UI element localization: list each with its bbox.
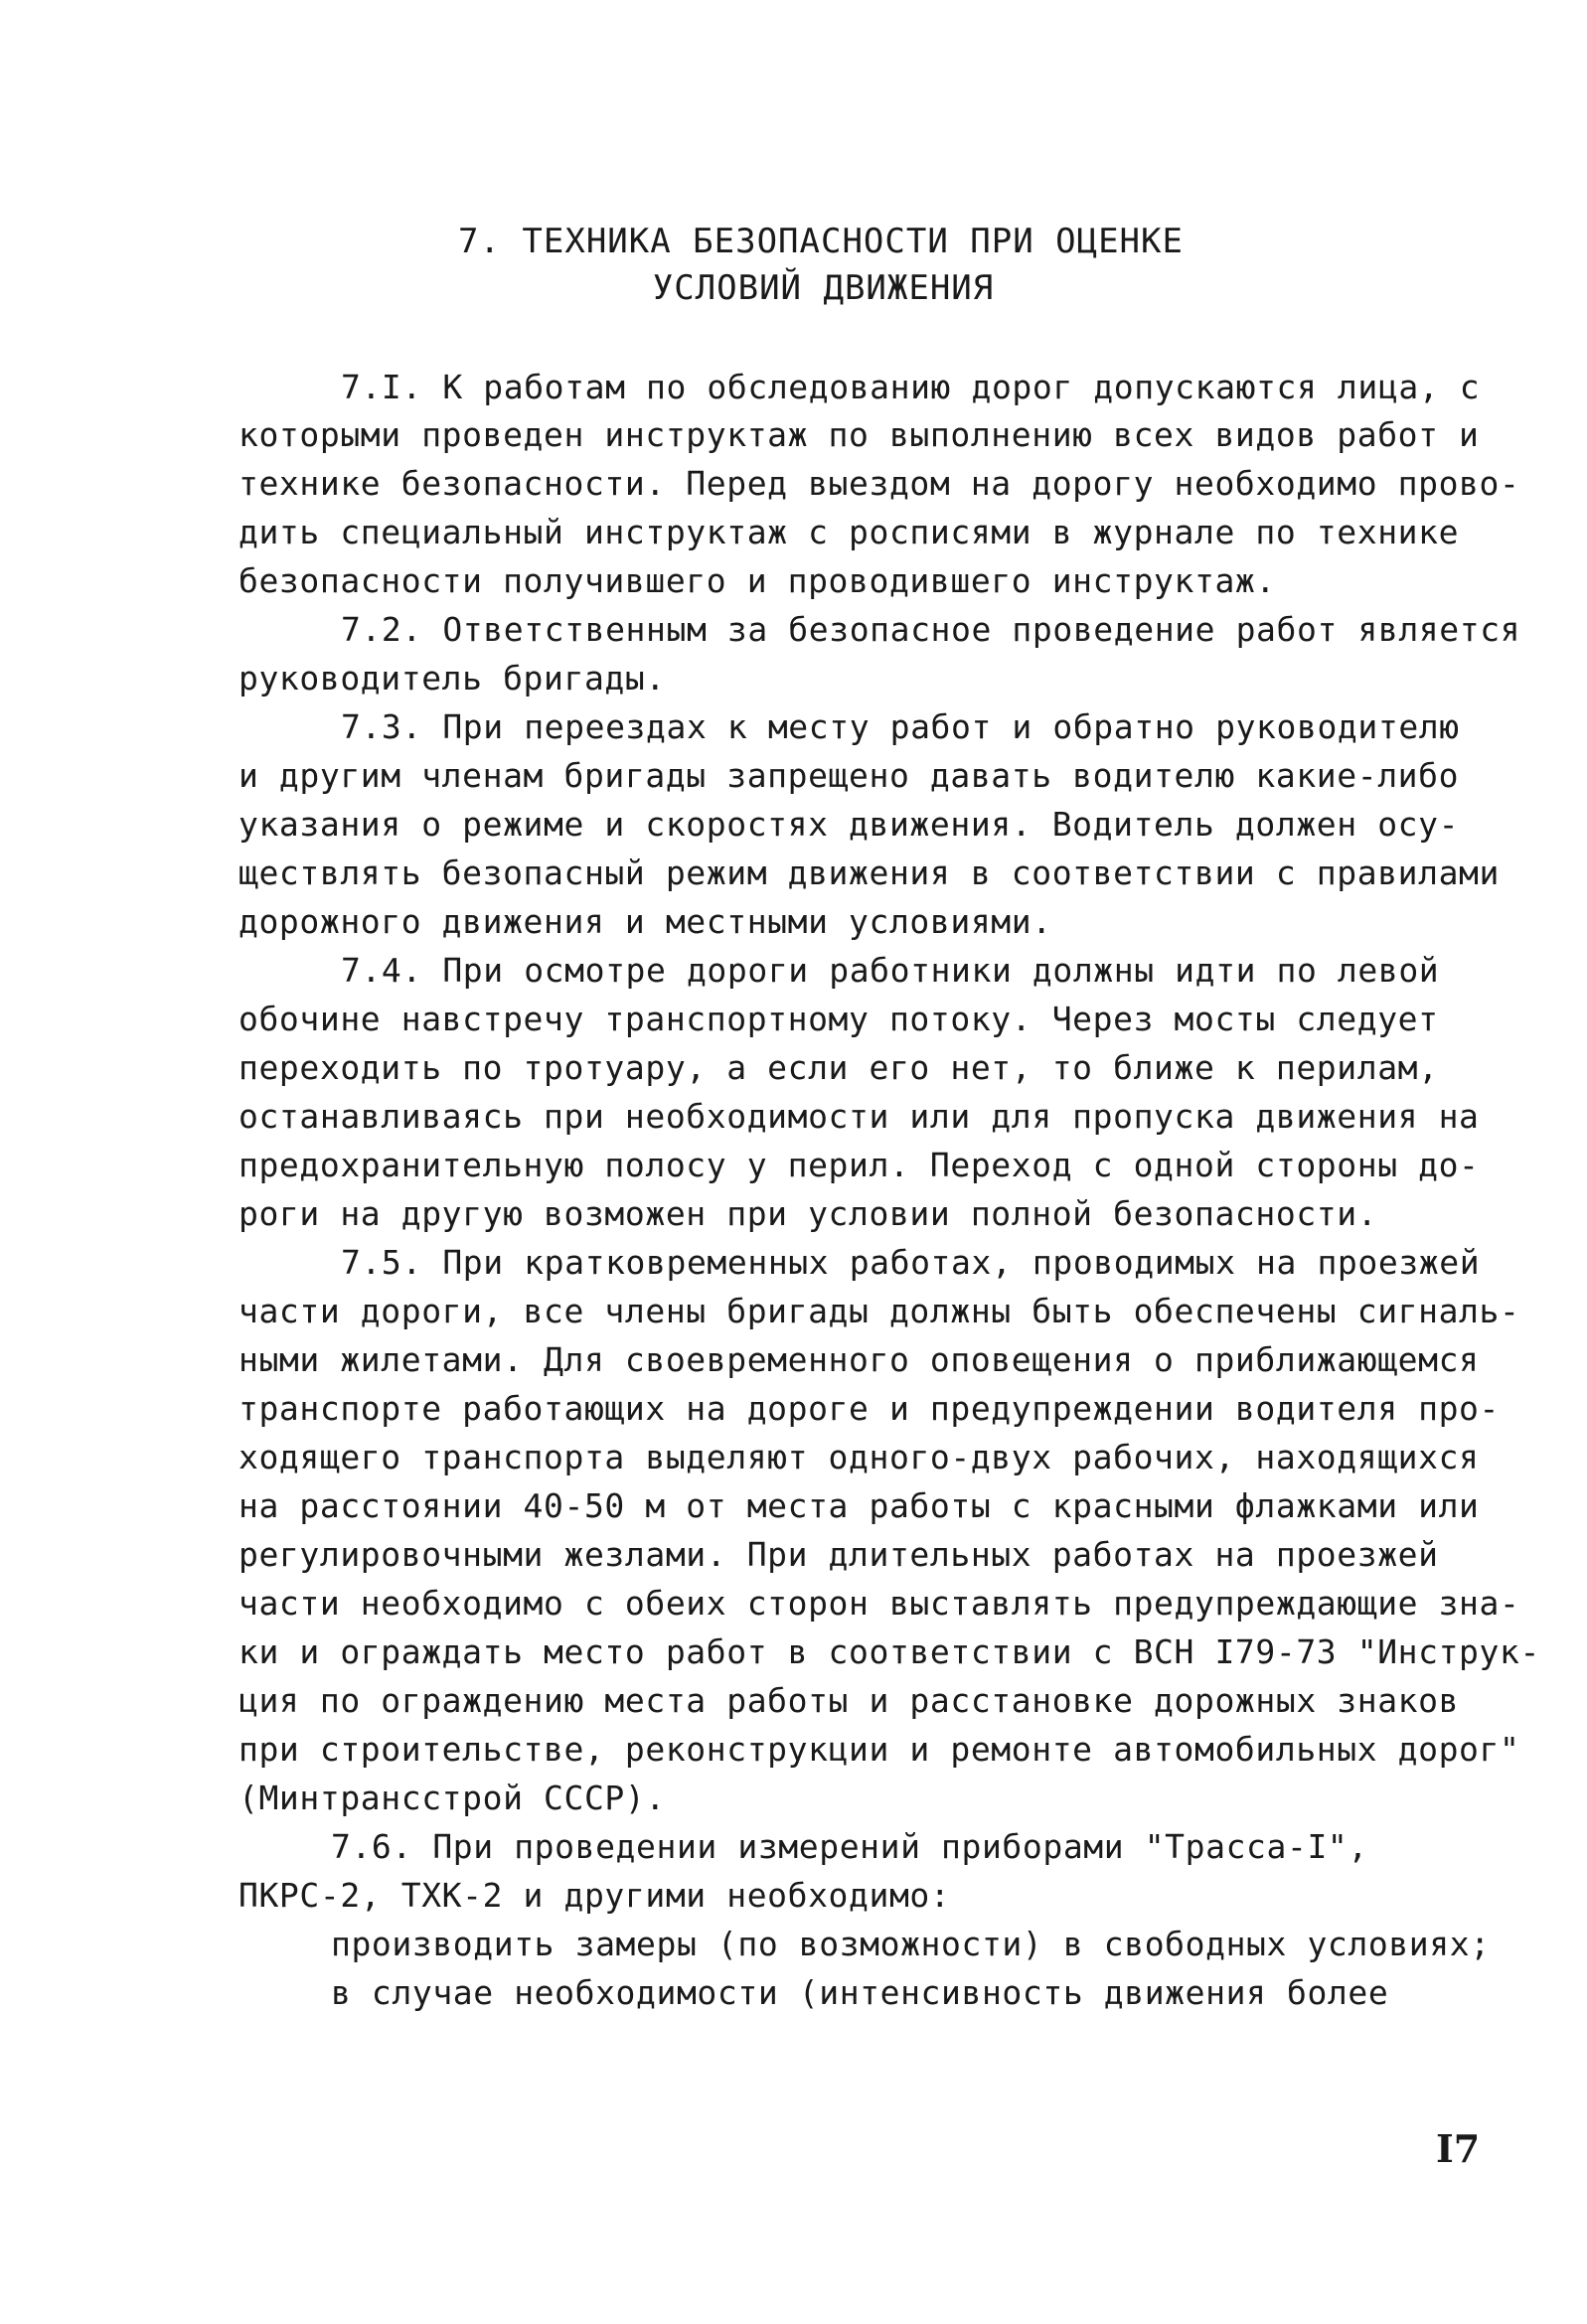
text-line: 7.6. При проведении измерений приборами "Трасса-I", [331, 1827, 1368, 1866]
text-line: ция по ограждению места работы и расстановке дорожных знаков [238, 1681, 1460, 1720]
text-line: (Минтрансстрой СССР). [238, 1779, 666, 1817]
text-line: ными жилетами. Для своевременного оповещения о приближающемся [238, 1340, 1480, 1379]
text-line: 7.5. При кратковременных работах, проводимых на проезжей [341, 1243, 1481, 1282]
text-line: части дороги, все члены бригады должны быть обеспечены сигналь- [238, 1292, 1520, 1330]
text-line: дорожного движения и местными условиями. [238, 902, 1052, 941]
text-line: и другим членам бригады запрещено давать водителю какие-либо [238, 756, 1460, 795]
text-line: дить специальный инструктаж с росписями в журнале по технике [238, 513, 1460, 551]
text-line: указания о режиме и скоростях движения. Водитель должен осу- [238, 805, 1460, 844]
text-line: которыми проведен инструктаж по выполнению всех видов работ и [238, 415, 1480, 454]
text-line: переходить по тротуару, а если его нет, то ближе к перилам, [238, 1048, 1439, 1087]
text-line: предохранительную полосу у перил. Переход с одной стороны до- [238, 1146, 1480, 1184]
text-line: обочине навстречу транспортному потоку. Через мосты следует [238, 1000, 1439, 1038]
text-line: руководитель бригады. [238, 659, 666, 697]
text-line: останавливаясь при необходимости или для пропуска движения на [238, 1097, 1480, 1136]
text-line: в случае необходимости (интенсивность движения более [331, 1973, 1389, 2012]
text-line: производить замеры (по возможности) в свободных условиях; [331, 1925, 1491, 1963]
text-line: на расстоянии 40-50 м от места работы с красными флажками или [238, 1486, 1480, 1525]
text-line: 7.2. Ответственным за безопасное проведение работ является [341, 610, 1521, 649]
text-line: ПКРС-2, ТХК-2 и другими необходимо: [238, 1876, 951, 1915]
text-line: регулировочными жезлами. При длительных работах на проезжей [238, 1535, 1439, 1574]
page-number: I7 [1436, 2126, 1481, 2171]
text-line: технике безопасности. Перед выездом на дорогу необходимо прово- [238, 464, 1520, 503]
section-title-line-1: 7. ТЕХНИКА БЕЗОПАСНОСТИ ПРИ ОЦЕНКЕ [458, 222, 1184, 261]
text-line: роги на другую возможен при условии полной безопасности. [238, 1194, 1378, 1233]
text-line: 7.3. При переездах к месту работ и обратно руководителю [341, 707, 1460, 746]
text-line: безопасности получившего и проводившего инструктаж. [238, 561, 1276, 600]
text-line: ки и ограждать место работ в соответствии с ВСН I79-73 "Инструк- [238, 1632, 1540, 1671]
section-title-line-2: УСЛОВИЙ ДВИЖЕНИЯ [652, 268, 995, 308]
text-line: ходящего транспорта выделяют одного-двух рабочих, находящихся [238, 1438, 1480, 1476]
text-line: транспорте работающих на дороге и предупреждении водителя про- [238, 1389, 1500, 1428]
text-line: ществлять безопасный режим движения в соответствии с правилами [238, 853, 1500, 892]
text-line: части необходимо с обеих сторон выставлять предупреждающие зна- [238, 1584, 1520, 1623]
text-line: 7.I. К работам по обследованию дорог допускаются лица, с [341, 368, 1481, 406]
text-line: 7.4. При осмотре дороги работники должны идти по левой [341, 951, 1440, 990]
text-line: при строительстве, реконструкции и ремонте автомобильных дорог" [238, 1730, 1520, 1769]
